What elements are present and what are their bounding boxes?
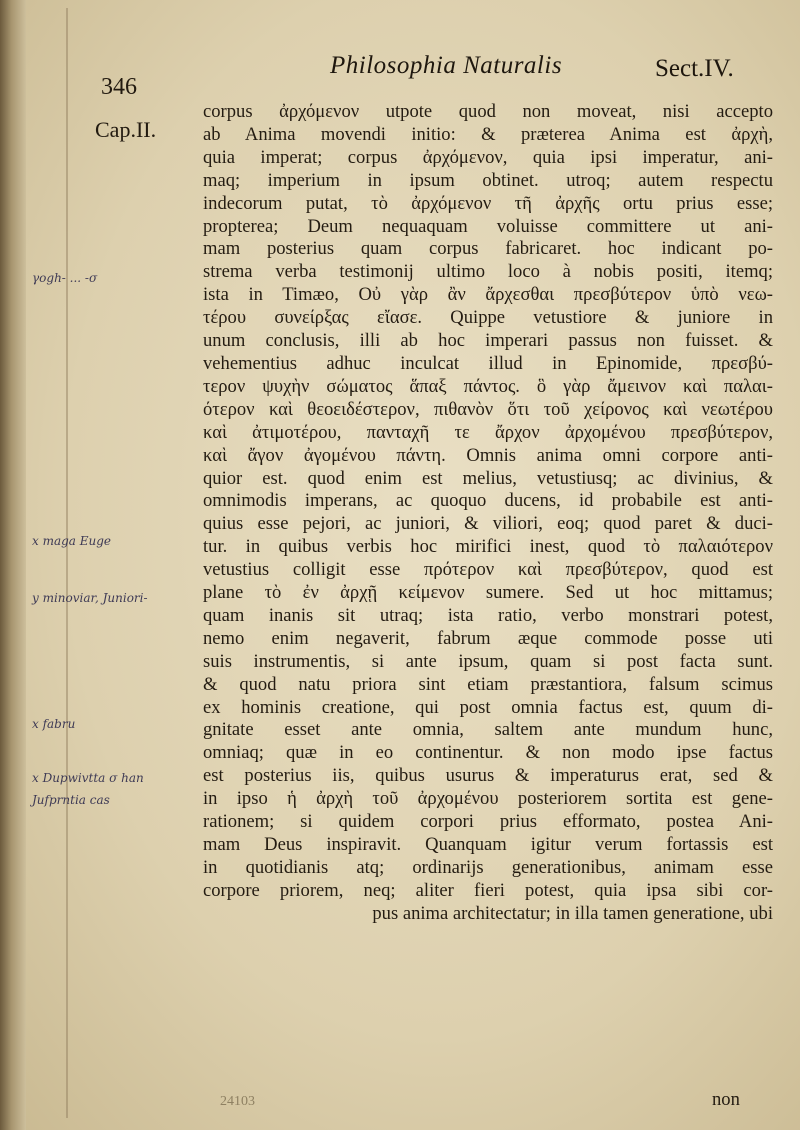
text-line: in quotidianis atq; ordinarijs generationibus, animam esse (203, 856, 773, 878)
text-line: mam posterius quam corpus fabricaret. hoc indicant po- (203, 238, 773, 260)
text-line: tur. in quibus verbis hoc mirifici inest, quod τὸ παλαιότερον (203, 536, 773, 558)
page-binding-edge (0, 0, 26, 1130)
margin-note: x fabru (32, 717, 76, 731)
catchword: non (712, 1089, 740, 1110)
margin-note: Jufprntia cas (32, 793, 110, 807)
text-line: maq; imperium in ipsum obtinet. utroq; autem respectu (203, 169, 773, 191)
text-line: in ipso ἡ ἀρχὴ τοῦ ἀρχομένου posteriorem sortita est gene- (203, 788, 773, 810)
text-line: ex hominis creatione, qui post omnia factus est, quum di- (203, 696, 773, 718)
text-line: plane τὸ ἐν ἀρχῇ κείμενον sumere. Sed ut hoc mittamus; (203, 582, 773, 604)
text-line: omnimodis imperans, ac quoquo ducens, id probabile est anti- (203, 490, 773, 512)
margin-note: x Dupwivtta σ han (32, 771, 144, 785)
text-line: quior est. quod enim est melius, vetustiusq; ac divinius, & (203, 467, 773, 489)
text-line: suis instrumentis, si ante ipsum, quam si post facta sunt. (203, 650, 773, 672)
text-line: mam Deus inspiravit. Quanquam igitur verum fortassis est (203, 834, 773, 855)
margin-rule (66, 8, 68, 1118)
text-line: ista in Timæo, Οὐ γὰρ ἂν ἄρχεσθαι πρεσβύτερον ὑπὸ νεω- (203, 284, 773, 306)
text-line: pus anima architectatur; in illa tamen generatione, ubi (372, 902, 773, 924)
text-line: corpore priorem, neq; aliter fieri potest, quia ipsa sibi cor- (203, 879, 773, 901)
text-line: ab Anima movendi initio: & præterea Anima est ἀρχὴ, (203, 123, 773, 145)
text-line: propterea; Deum nequaquam voluisse committere ut ani- (203, 215, 773, 237)
text-line: quius esse pejori, ac juniori, & viliori, eoq; quod paret & duci- (203, 513, 773, 535)
text-line: τερον ψυχὴν σώματος ἅπαξ πάντος. ὃ γὰρ ἄμεινον καὶ παλαι- (203, 375, 773, 397)
signature-mark: 24103 (220, 1094, 255, 1109)
text-line: corpus ἀρχόμενον utpote quod non moveat, nisi accepto (203, 101, 773, 122)
text-line: indecorum putat, τὸ ἀρχόμενον τῆ ἀρχῆς ortu prius esse; (203, 192, 773, 214)
margin-note: y minoviar, Juniori- (32, 591, 148, 605)
page-number: 346 (101, 74, 137, 100)
body-text (203, 101, 773, 926)
margin-note: γοgh- ... -σ (32, 271, 98, 285)
text-line: unum conclusis, illi ab hoc imperari passus non fuisset. & (203, 330, 773, 352)
text-line: & quod natu priora sint etiam præstantiora, falsum scimus (203, 673, 773, 695)
text-line: καὶ ἀτιμοτέρου, πανταχῆ τε ἄρχον ἀρχομένου πρεσβύτερον, (203, 421, 773, 443)
text-line: τέρου συνείρξας εἴασε. Quippe vetustiore & juniore in (203, 307, 773, 329)
text-line: strema verba testimonij ultimo loco à nobis positi, itemq; (203, 261, 773, 283)
text-line: vetustius colligit esse πρότερον καὶ πρεσβύτερον, quod est (203, 559, 773, 581)
text-line: ότερον καὶ θεοειδέστερον, πιθανὸν ὅτι τοῦ χείρονος καὶ νεωτέρου (203, 398, 773, 420)
section-label: Sect.IV. (655, 55, 734, 82)
text-line: rationem; si quidem corpori prius efformato, postea Ani- (203, 811, 773, 833)
text-line: nemo enim negaverit, fabrum æque commode posse uti (203, 627, 773, 649)
text-line: καὶ ἄγον ἀγομένου πάντη. Omnis anima omni corpore anti- (203, 444, 773, 466)
text-line: quam inanis sit utraq; ista ratio, verbo monstrari potest, (203, 604, 773, 626)
chapter-label: Cap.II. (95, 117, 157, 142)
text-line: quia imperat; corpus ἀρχόμενον, quia ipsi imperatur, ani- (203, 146, 773, 168)
text-line: vehementius adhuc inculcat illud in Epinomide, πρεσβύ- (203, 352, 773, 374)
text-line: omniaq; quæ in eo continentur. & non modo ipse factus (203, 742, 773, 764)
running-title: Philosophia Naturalis (330, 52, 563, 79)
margin-note: x maga Euge (32, 534, 112, 548)
text-line: gnitate esset ante omnia, saltem ante mundum hunc, (203, 719, 773, 741)
text-line: est posterius iis, quibus usurus & imperaturus erat, sed & (203, 765, 773, 787)
